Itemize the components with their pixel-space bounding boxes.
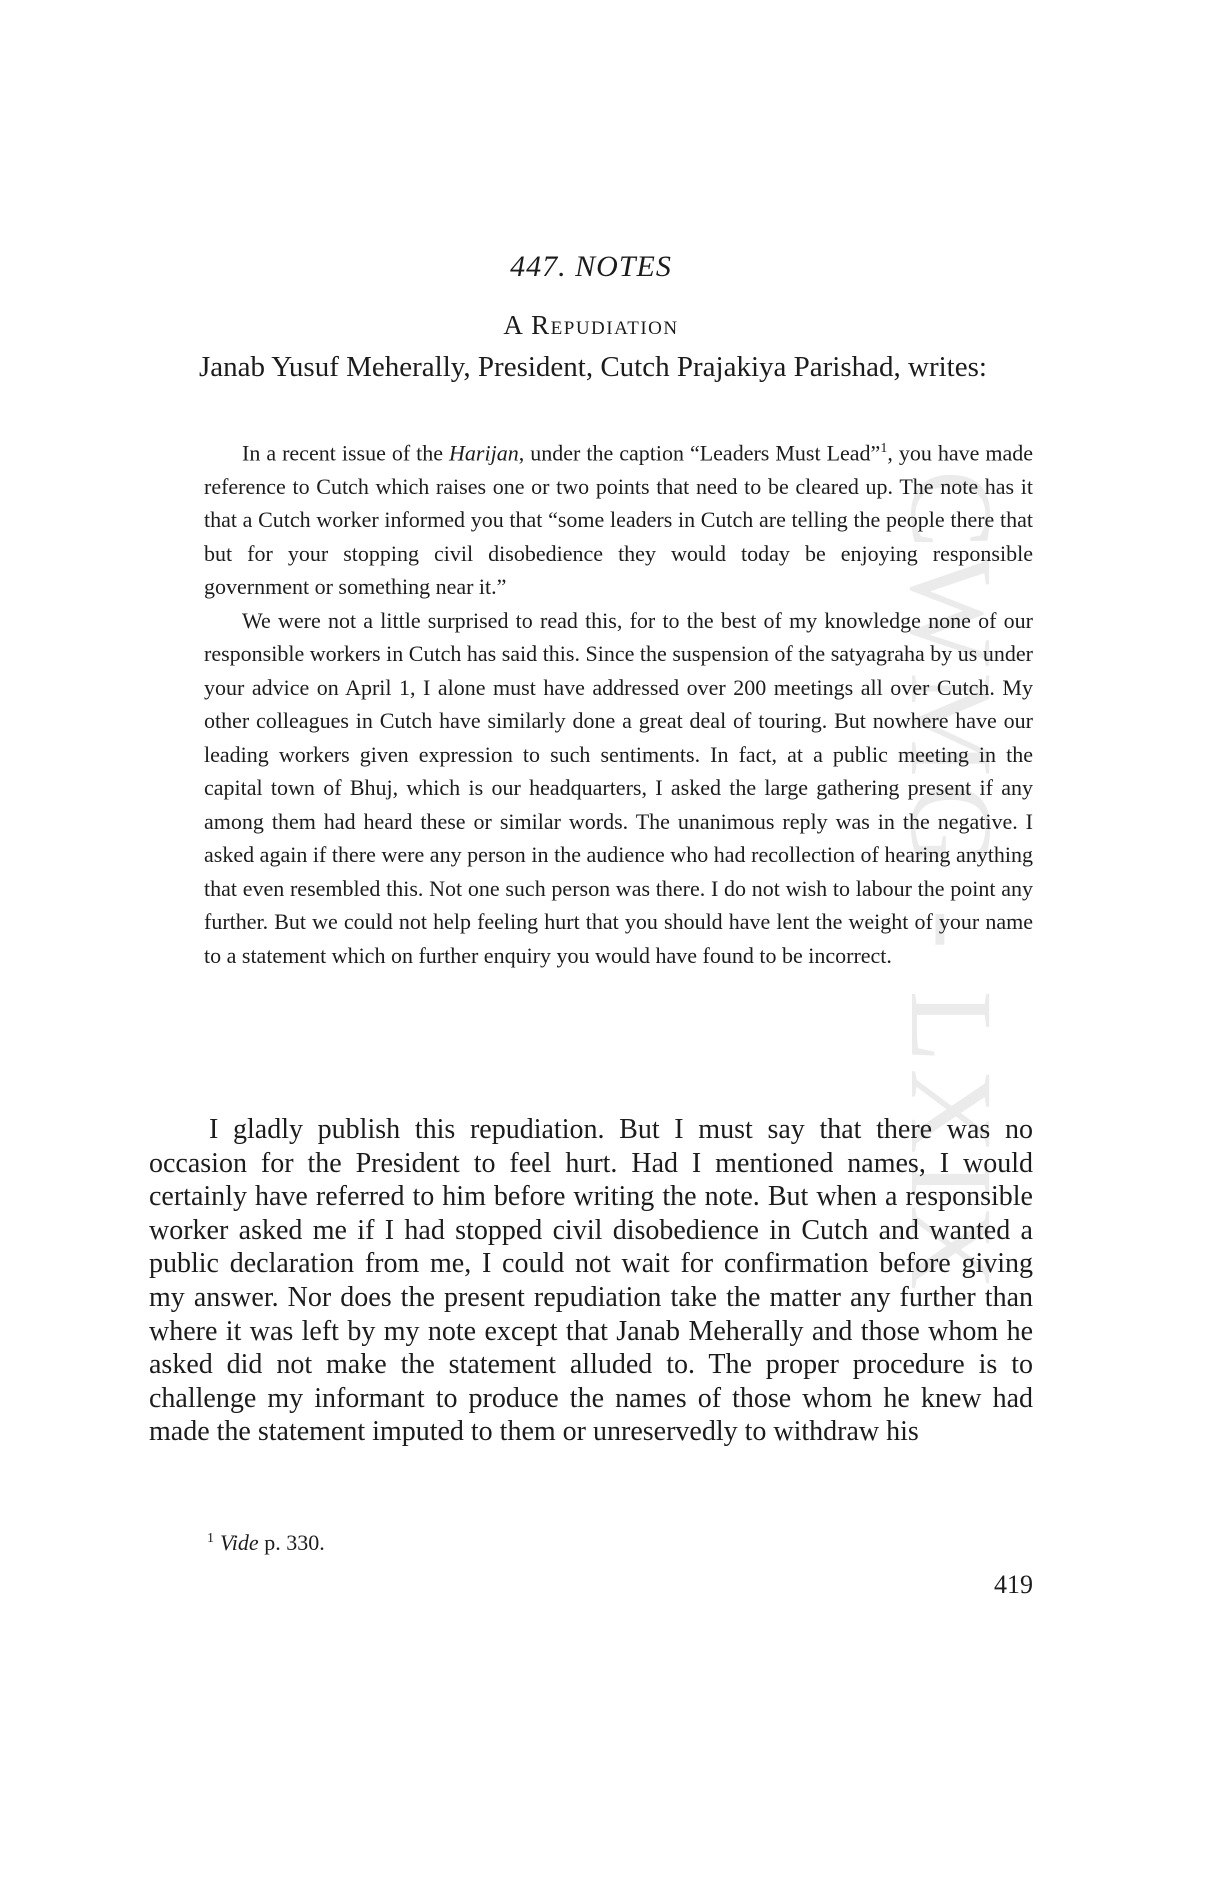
quote-paragraph-1	[204, 432, 1033, 604]
quote-text: , under the caption “Leaders Must Lead”	[518, 440, 881, 466]
response-paragraph: I gladly publish this repudiation. But I must say that there was no occasion for the President to feel hurt. Had I mentioned names, I would certainly have referred to him before writing the note. But when a responsible worker asked me if I had stopped civil disobedience in Cutch and wanted a public declaration from me, I could not wait for confirmation before giving my answer. Nor does the present repudiation take the matter any further than where it was left by my note except that Janab Meherally and those whom he asked did not make the statement alluded to. The proper procedure is to challenge my informant to produce the names of those whom he knew had made the statement imputed to them or unreservedly to withdraw his	[149, 1114, 1033, 1448]
footnote-text: p. 330.	[258, 1530, 325, 1555]
watermark: CWMG - LXIX	[886, 470, 1017, 1297]
section-title: A Repudiation	[503, 310, 679, 340]
quote-text: , you have made reference to Cutch which raises one or two points that need to be cleared up. The note has it that a Cutch worker informed you that “some leaders in Cutch are telling the people there that but for your stopping civil disobedience they would today be enjoying responsible government or something near it.”	[204, 440, 1034, 600]
page-title: 447. NOTES	[510, 250, 672, 283]
page-number: 419	[994, 1570, 1033, 1599]
newspaper-title: Harijan	[449, 440, 519, 466]
quote-text: In a recent issue of the	[242, 440, 450, 466]
intro-paragraph: Janab Yusuf Meherally, President, Cutch Prajakiya Parishad, writes:	[199, 351, 987, 383]
footnote-mark: 1	[880, 441, 888, 456]
quote-paragraph-2: We were not a little surprised to read this, for to the best of my knowledge none of our responsible workers in Cutch has said this. Since the suspension of the satyagraha by us under your advice on April 1, I alone must have addressed over 200 meetings all over Cutch. My other colleagues in Cutch have similarly done a great deal of touring. But nowhere have our leading workers given expression to such sentiments. In fact, at a public meeting in the capital town of Bhuj, which is our headquarters, I asked the large gathering present if any among them had heard these or similar words. The unanimous reply was in the negative. I asked again if there were any person in the audience who had recollection of hearing anything that even resembled this. Not one such person was there. I do not wish to labour the point any further. But we could not help feeling hurt that you should have lent the weight of your name to a statement which on further enquiry you would have found to be incorrect.	[204, 607, 1033, 968]
footnote-italic: Vide	[220, 1530, 259, 1555]
footnote	[207, 1530, 325, 1556]
footnote-number: 1	[207, 1530, 214, 1546]
